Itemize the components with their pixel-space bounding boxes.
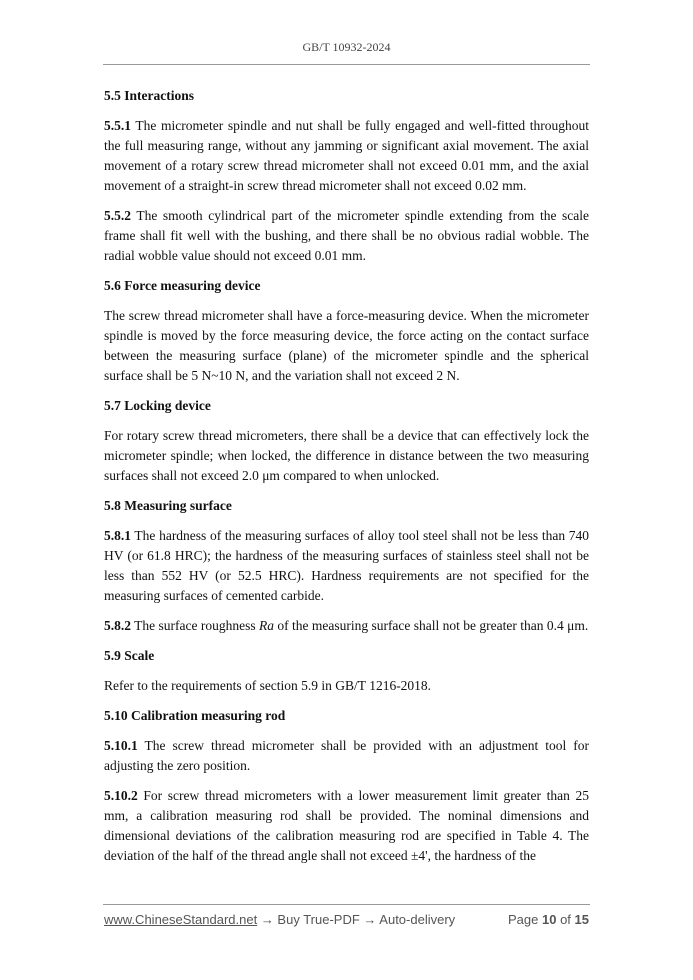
clause-number: 5.10.2	[104, 788, 138, 803]
clause-5-5-1	[104, 116, 589, 196]
clause-text: The smooth cylindrical part of the micrometer spindle extending from the scale frame shall fit well with the bushing, and there shall be no obvious radial wobble. The radial wobble value should not exceed 0.01 mm.	[104, 208, 589, 263]
page-label: Page	[508, 912, 542, 927]
clause-5-10-1	[104, 736, 589, 776]
footer-promo-text: → Buy True-PDF → Auto-delivery	[257, 912, 456, 927]
clause-number: 5.8.2	[104, 618, 131, 633]
page-body	[104, 86, 589, 876]
page-of-label: of	[556, 912, 575, 927]
total-page-count: 15	[574, 912, 589, 927]
section-5-9-paragraph: Refer to the requirements of section 5.9 in GB/T 1216-2018.	[104, 678, 432, 693]
section-5-7-paragraph: For rotary screw thread micrometers, there shall be a device that can effectively lock the micrometer spindle; when locked, the difference in distance between the two measuring surfaces shall not exceed 2.0 μm compared to when unlocked.	[104, 428, 589, 483]
section-5-9-heading: 5.9 Scale	[104, 648, 155, 663]
footer-promo	[104, 912, 455, 927]
header-divider	[103, 64, 590, 65]
website-link[interactable]: www.ChineseStandard.net	[104, 912, 258, 927]
current-page-number: 10	[541, 912, 557, 927]
clause-5-8-1	[104, 526, 589, 606]
clause-5-5-2	[104, 206, 589, 266]
section-5-7-heading: 5.7 Locking device	[104, 398, 211, 413]
clause-number: 5.5.2	[104, 208, 131, 223]
section-5-6-heading: 5.6 Force measuring device	[104, 278, 261, 293]
clause-number: 5.10.1	[104, 738, 138, 753]
clause-text: The screw thread micrometer shall be provided with an adjustment tool for adjusting the zero position.	[104, 738, 589, 773]
section-5-5-heading: 5.5 Interactions	[104, 88, 194, 103]
clause-number: 5.5.1	[104, 118, 131, 133]
clause-5-8-2	[104, 616, 589, 636]
running-header: GB/T 10932-2024	[302, 40, 391, 54]
section-5-10-heading: 5.10 Calibration measuring rod	[104, 708, 286, 723]
clause-5-10-2	[104, 786, 589, 866]
section-5-8-heading: 5.8 Measuring surface	[104, 498, 232, 513]
page-indicator	[508, 912, 589, 927]
clause-text: The micrometer spindle and nut shall be fully engaged and well-fitted throughout the full measuring range, without any jamming or significant axial movement. The axial movement of a rotary screw thread micrometer shall not exceed 0.01 mm, and the axial movement of a straight-in screw thread micrometer shall not exceed 0.02 mm.	[104, 118, 589, 193]
clause-text: For screw thread micrometers with a lower measurement limit greater than 25 mm, a calibration measuring rod shall be provided. The nominal dimensions and dimensional deviations of the calibration measuring rod are specified in Table 4. The deviation of the half of the thread angle shall not exceed ±4', the hardness of the	[104, 788, 589, 863]
clause-number: 5.8.1	[104, 528, 131, 543]
clause-text: The hardness of the measuring surfaces of alloy tool steel shall not be less than 740 HV (or 61.8 HRC); the hardness of the measuring surfaces of stainless steel shall not be less than 552 HV (or 52.5 HRC). Hardness requirements are not specified for the measuring surfaces of cemented carbide.	[104, 528, 589, 603]
section-5-6-paragraph: The screw thread micrometer shall have a force-measuring device. When the micrometer spindle is moved by the force measuring device, the force acting on the contact surface between the measuring surface (plane) of the micrometer spindle and the spherical surface shall be 5 N~10 N, and the variation shall not exceed 2 N.	[104, 308, 589, 383]
clause-text: of the measuring surface shall not be greater than 0.4 μm.	[273, 618, 589, 633]
clause-text: The surface roughness	[131, 618, 259, 633]
roughness-symbol: Ra	[258, 618, 274, 633]
footer-divider	[103, 904, 590, 905]
